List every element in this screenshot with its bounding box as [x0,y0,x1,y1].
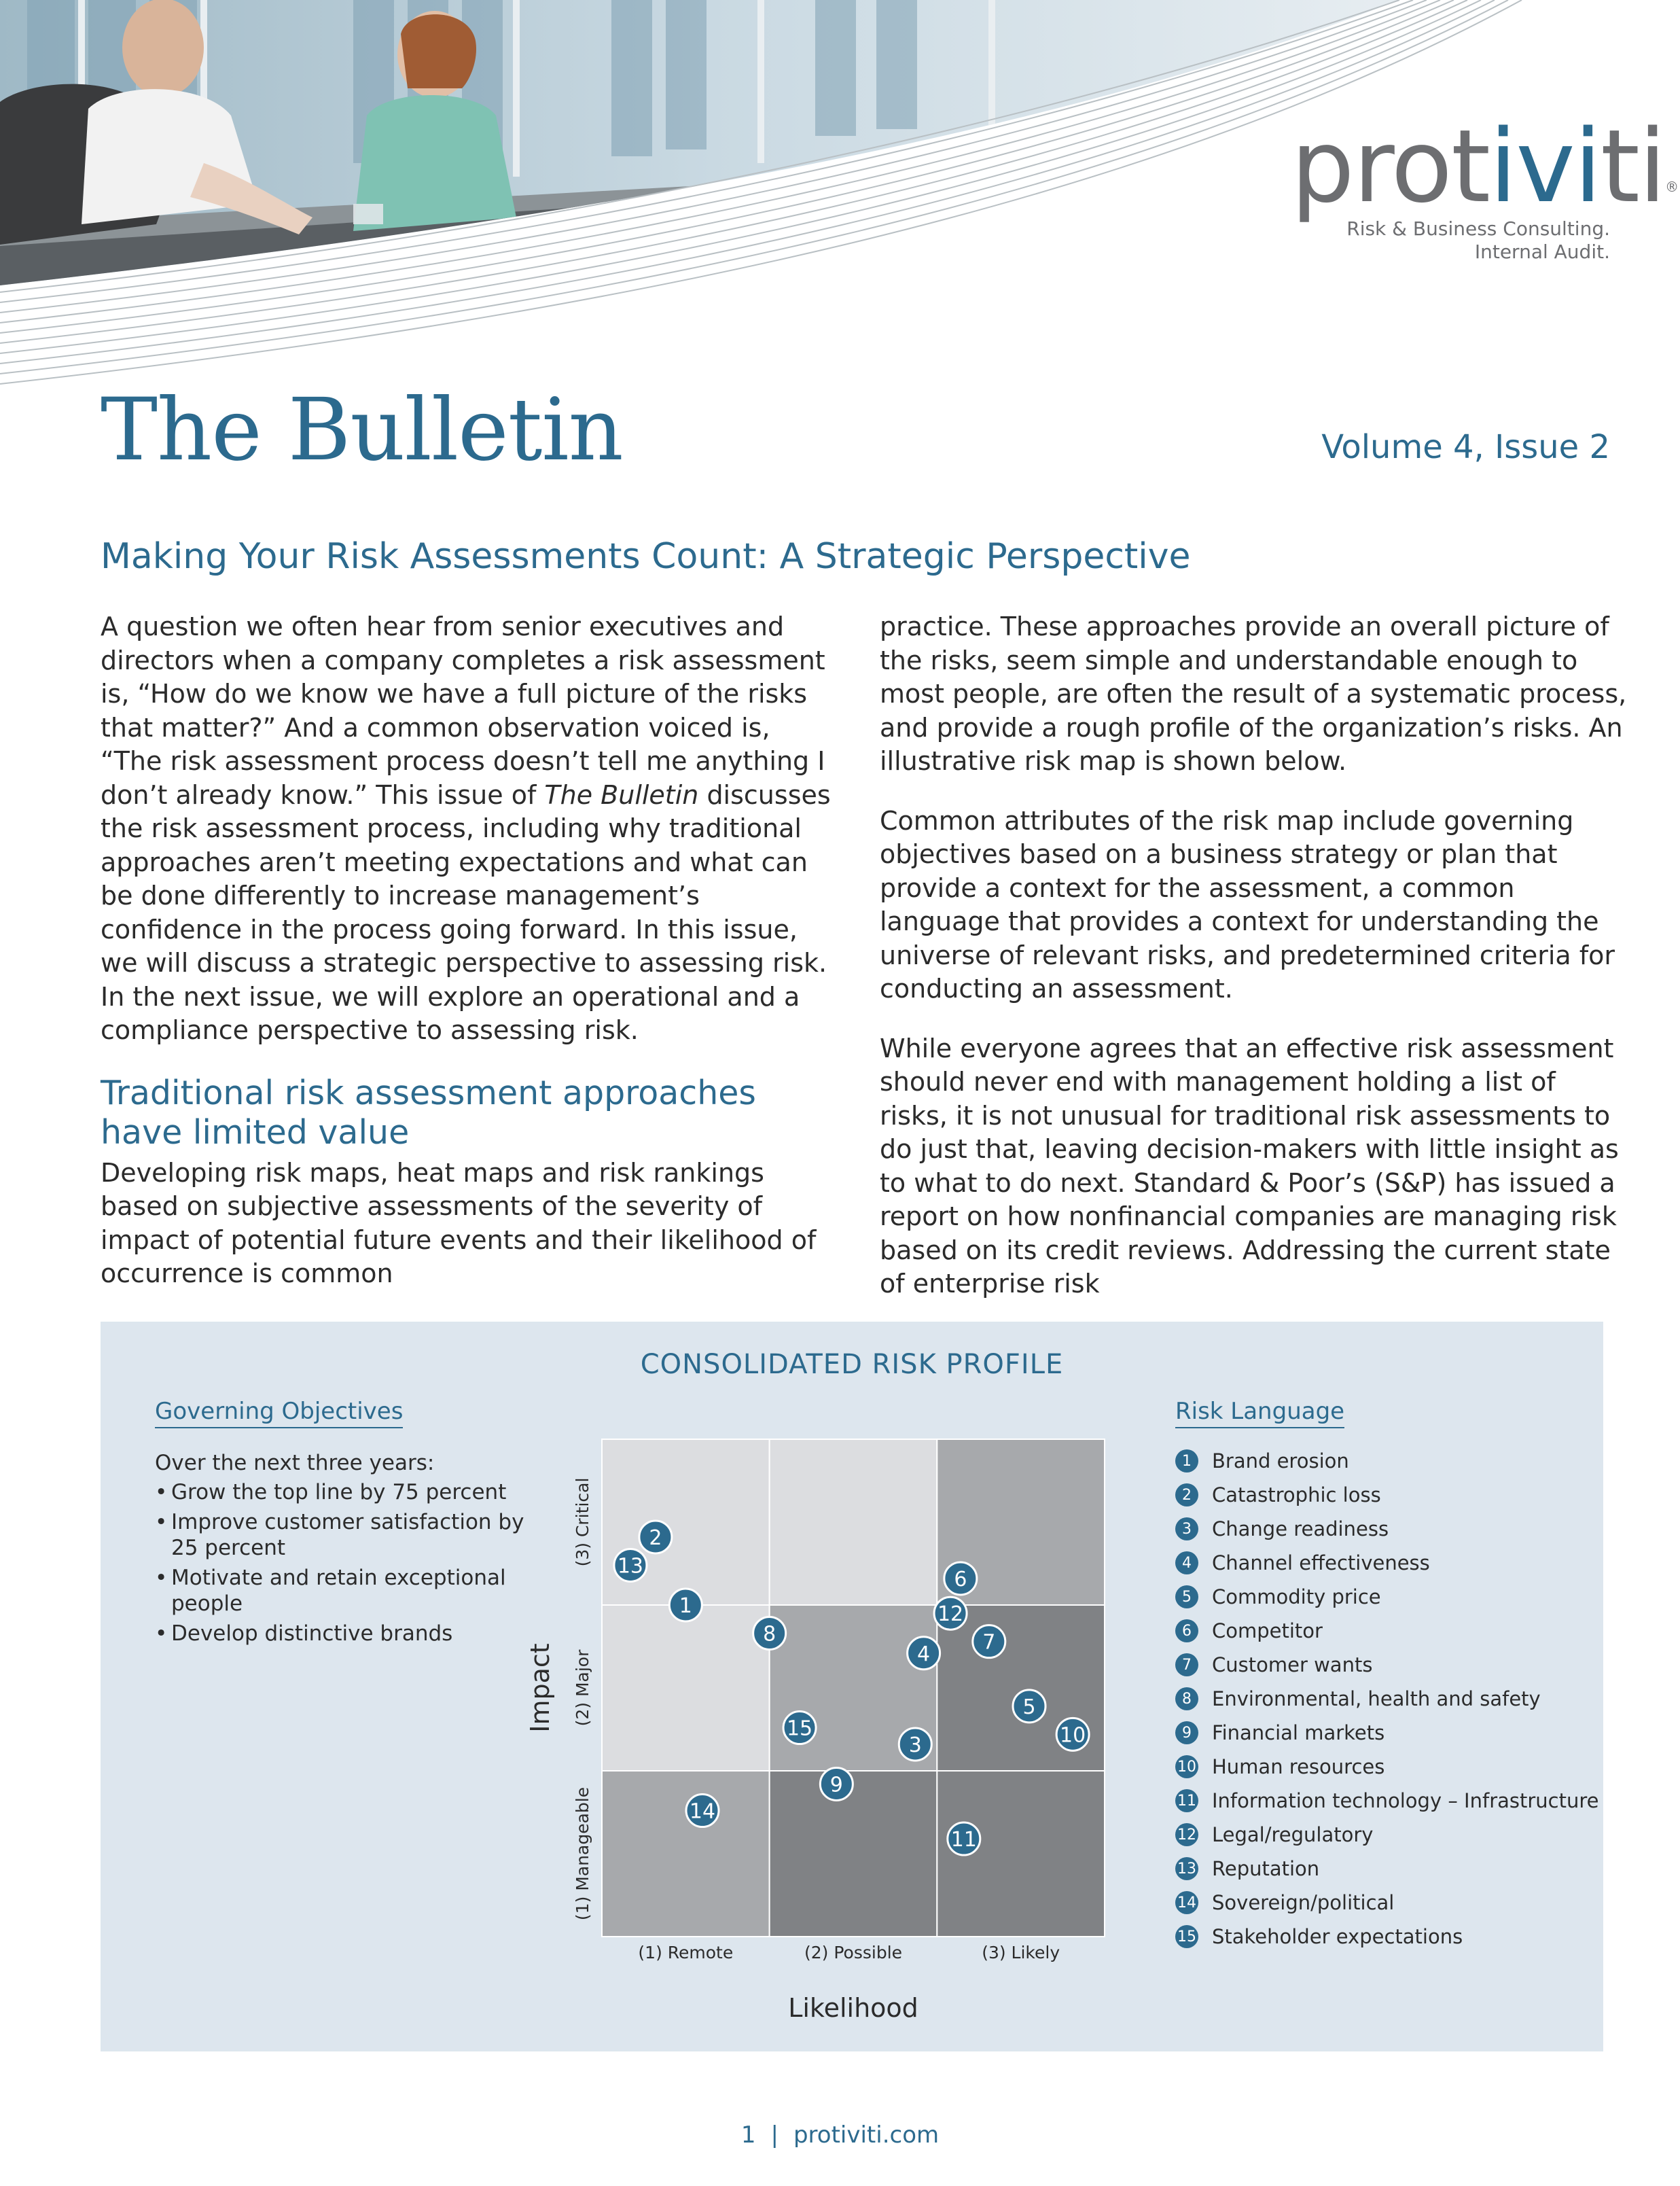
y-axis-label: Impact [525,1643,555,1733]
risk-number-badge: 10 [1175,1755,1198,1778]
risk-point-label: 4 [917,1642,931,1666]
risk-point-label: 15 [786,1716,813,1741]
logo-tagline-1: Risk & Business Consulting. [1346,217,1610,240]
logo-wordmark: protiviti® [1291,108,1678,225]
x-tick-label: (1) Remote [638,1943,734,1962]
risk-point-4 [908,1637,940,1670]
risk-label: Catastrophic loss [1212,1483,1381,1506]
x-tick-label: (2) Possible [804,1943,903,1962]
footer-separator: | [770,2121,779,2149]
risk-language-item [1175,1784,1599,1818]
risk-label: Information technology – Infrastructure [1212,1789,1599,1812]
protiviti-logo [1291,108,1678,264]
risk-point-label: 3 [908,1733,922,1757]
risk-point-label: 14 [689,1799,716,1824]
paragraph-1: practice. These approaches provide an overall picture of the risks, seem simple and understandable enough to most people, are often the result of a systematic process, and provide a rough profile of the organization’s risks. An illustrative risk map is shown below. [880,612,1627,776]
logo-tagline-2: Internal Audit. [1474,241,1610,263]
x-tick-label: (3) Likely [982,1943,1060,1962]
risk-point-label: 9 [829,1773,843,1797]
y-tick-label: (2) Major [573,1649,592,1727]
volume-issue: Volume 4, Issue 2 [1321,428,1610,466]
section-subhead: Traditional risk assessment approaches have limited value [101,1073,756,1152]
risk-point-15 [783,1712,816,1744]
risk-label: Stakeholder expectations [1212,1925,1463,1948]
right-column [880,610,1627,1301]
risk-number-badge: 4 [1175,1551,1198,1574]
y-tick-label: (3) Critical [573,1477,592,1567]
risk-language-item [1175,1716,1599,1750]
risk-label: Environmental, health and safety [1212,1687,1541,1710]
risk-point-label: 10 [1060,1723,1086,1748]
risk-label: Reputation [1212,1857,1320,1880]
risk-label: Legal/regulatory [1212,1823,1374,1846]
risk-language-item [1175,1886,1599,1920]
risk-point-label: 1 [679,1594,692,1618]
newsletter-title: The Bulletin [101,380,623,480]
risk-label: Financial markets [1212,1721,1385,1744]
risk-point-13 [614,1549,647,1581]
risk-point-6 [944,1562,977,1595]
left-column [101,610,836,1291]
risk-point-3 [899,1728,931,1761]
risk-point-2 [639,1521,672,1553]
risk-map-cell [770,1439,937,1605]
risk-point-label: 6 [954,1567,967,1591]
objective-item: • Motivate and retain exceptional people [155,1565,535,1617]
risk-language-item [1175,1852,1599,1886]
risk-language-item [1175,1818,1599,1852]
risk-number-badge: 8 [1175,1687,1198,1710]
risk-number-badge: 13 [1175,1857,1198,1880]
risk-number-badge: 1 [1175,1449,1198,1473]
risk-map-cell [602,1605,770,1771]
risk-map-cell [602,1771,770,1937]
risk-number-badge: 6 [1175,1619,1198,1642]
risk-label: Change readiness [1212,1517,1389,1540]
risk-point-label: 11 [950,1828,977,1852]
risk-point-1 [669,1589,702,1621]
risk-point-12 [934,1597,967,1629]
paragraph-2: Common attributes of the risk map include governing objectives based on a business strategy or plan that provide a context for the assessment, a common language that provides a context for understanding the universe of relevant risks, and predetermined criteria for conducting an assessment. [880,805,1615,1004]
risk-label: Brand erosion [1212,1449,1349,1473]
risk-point-9 [820,1768,853,1801]
figure-title: CONSOLIDATED RISK PROFILE [640,1349,1064,1380]
risk-point-label: 12 [937,1602,964,1627]
governing-objectives-title: Governing Objectives [155,1398,403,1428]
risk-point-5 [1013,1690,1045,1723]
risk-label: Channel effectiveness [1212,1551,1430,1574]
intro-paragraph: A question we often hear from senior executives and directors when a company completes a risk assessment is, “How do we know we have a full picture of the risks that matter?” And a common observation voiced is, “The risk assessment process doesn’t tell me anything I don’t already know.” This issue of The Bulletin discusses the risk assessment process, including why traditional approaches aren’t meeting expectations and what can be done differently to increase management’s confidence in the process going forward. In this issue, we will discuss a strategic perspective to assessing risk. In the next issue, we will explore an operational and a compliance perspective to assessing risk. [101,612,831,1045]
risk-map-cell [770,1771,937,1937]
risk-language-item [1175,1614,1599,1648]
risk-number-badge: 2 [1175,1483,1198,1506]
risk-label: Customer wants [1212,1653,1373,1676]
x-axis-label: Likelihood [788,1993,918,2023]
risk-label: Human resources [1212,1755,1385,1778]
risk-number-badge: 15 [1175,1925,1198,1948]
risk-point-label: 5 [1022,1695,1036,1719]
risk-language-item [1175,1444,1599,1478]
y-tick-label: (1) Manageable [573,1786,592,1921]
risk-point-label: 7 [982,1630,996,1655]
objective-item: • Improve customer satisfaction by 25 percent [155,1509,535,1561]
article-headline: Making Your Risk Assessments Count: A Strategic Perspective [101,536,1191,577]
page-footer [0,2121,1680,2149]
objective-item: • Grow the top line by 75 percent [155,1479,535,1505]
section-paragraph: Developing risk maps, heat maps and risk rankings based on subjective assessments of the severity of impact of potential future events and their likelihood of occurrence is common [101,1157,817,1288]
risk-number-badge: 14 [1175,1891,1198,1914]
risk-label: Competitor [1212,1619,1323,1642]
risk-number-badge: 11 [1175,1789,1198,1812]
risk-point-8 [753,1617,786,1649]
risk-number-badge: 12 [1175,1823,1198,1846]
risk-language-item [1175,1750,1599,1784]
website-link[interactable]: protiviti.com [793,2121,940,2149]
risk-language-item [1175,1512,1599,1546]
paragraph-3: While everyone agrees that an effective risk assessment should never end with management holding a list of risks, it is not unusual for traditional risk assessments to do just that, leaving decision-makers with little insight as to what to do next. Standard & Poor’s (S&P) has issued a report on how nonfinancial companies are managing risk based on its credit reviews. Addressing the current state of enterprise risk [880,1033,1619,1299]
risk-language-title: Risk Language [1175,1398,1344,1428]
risk-language-item [1175,1580,1599,1614]
risk-point-label: 13 [617,1554,644,1579]
risk-point-7 [973,1625,1005,1658]
page-number: 1 [740,2121,756,2149]
risk-language-item [1175,1478,1599,1512]
risk-language-list [1175,1444,1599,1954]
risk-language-item [1175,1920,1599,1954]
governing-objectives-lead: Over the next three years: [155,1451,435,1475]
risk-label: Sovereign/political [1212,1891,1395,1914]
objective-item: • Develop distinctive brands [155,1621,535,1646]
risk-point-14 [686,1795,719,1827]
risk-language-item [1175,1648,1599,1682]
risk-language-item [1175,1546,1599,1580]
risk-point-label: 8 [763,1622,776,1646]
risk-profile-figure [101,1322,1603,2051]
risk-point-label: 2 [649,1526,662,1550]
risk-number-badge: 5 [1175,1585,1198,1608]
risk-number-badge: 3 [1175,1517,1198,1540]
risk-point-11 [948,1822,980,1855]
risk-number-badge: 7 [1175,1653,1198,1676]
risk-language-item [1175,1682,1599,1716]
risk-point-10 [1056,1718,1089,1750]
risk-label: Commodity price [1212,1585,1381,1608]
risk-number-badge: 9 [1175,1721,1198,1744]
